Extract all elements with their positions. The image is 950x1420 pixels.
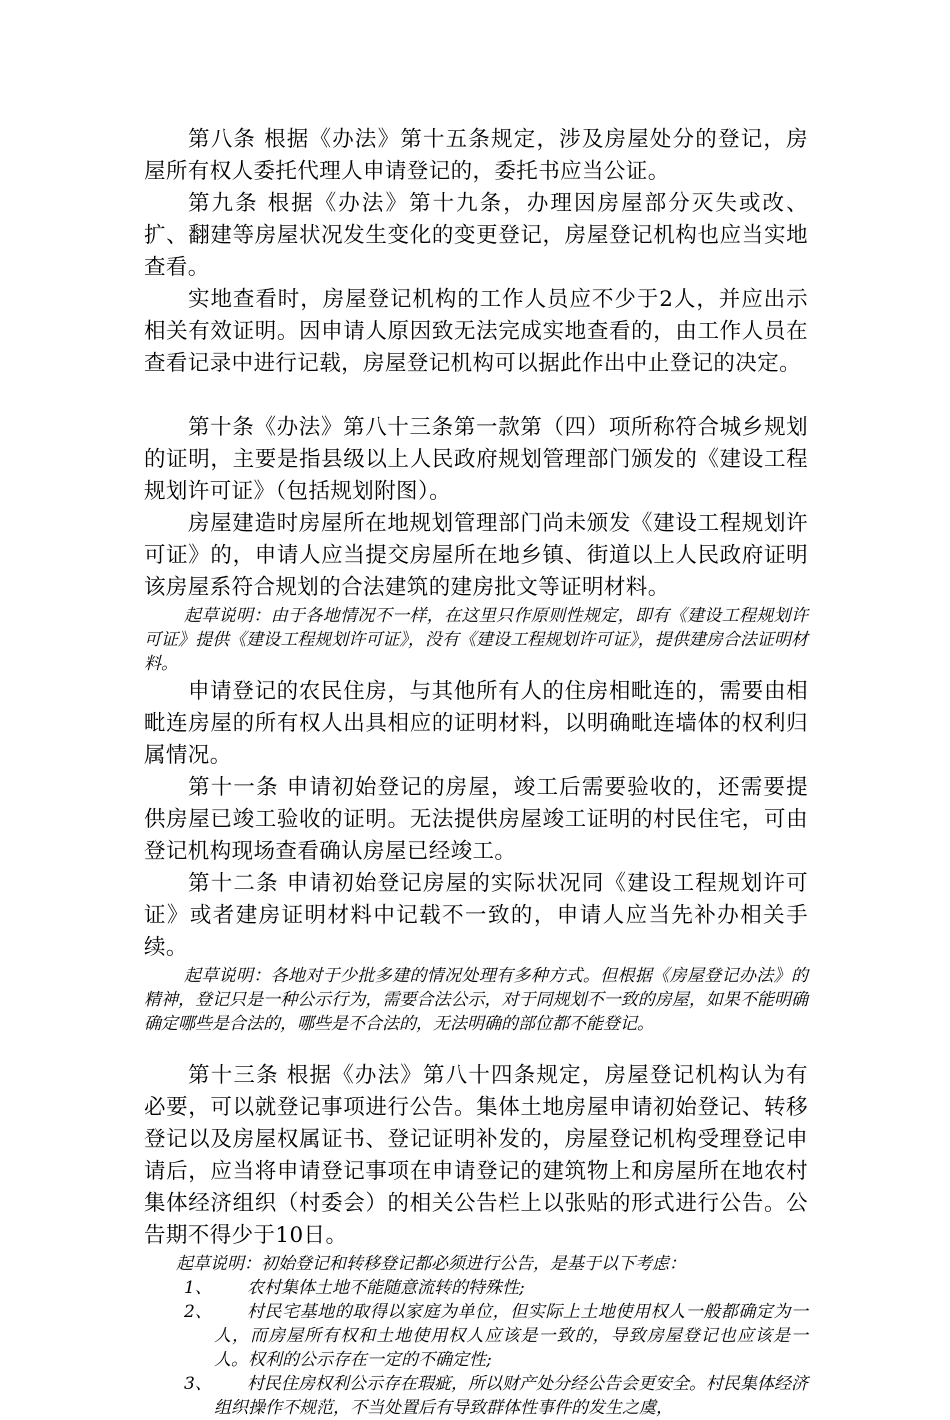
article-10-paragraph: 第十条《办法》第八十三条第一款第（四）项所称符合城乡规划的证明，主要是指县级以上人民政府规划管理部门颁发的《建设工程规划许可证》（包括规划附图）。 — [144, 415, 808, 504]
article-11-paragraph: 第十一条 申请初始登记的房屋，竣工后需要验收的，还需要提供房屋已竣工验收的证明。无法提供房屋竣工证明的村民住宅，可由登记机构现场查看确认房屋已经竣工。 — [144, 775, 808, 864]
adjoining-house-paragraph: 申请登记的农民住房，与其他所有人的住房相毗连的，需要由相毗连房屋的所有权人出具相应的证明材料，以明确毗连墙体的权利归属情况。 — [144, 679, 808, 768]
list-item-number: 3、 — [184, 1374, 212, 1394]
list-item-number: 2、 — [184, 1302, 212, 1322]
list-item — [144, 1372, 808, 1420]
list-item-text: 农村集体土地不能随意流转的特殊性; — [247, 1278, 525, 1298]
drafting-note-3: 起草说明：初始登记和转移登记都必须进行公告，是基于以下考虑： — [176, 1254, 686, 1274]
list-item-text: 村民住房权利公示存在瑕疵，所以财产处分经公告会更安全。村民集体经济组织操作不规范，不当处置后有导致群体性事件的发生之虞， — [214, 1374, 808, 1418]
article-8-paragraph: 第八条 根据《办法》第十五条规定，涉及房屋处分的登记，房屋所有权人委托代理人申请登记的，委托书应当公证。 — [144, 127, 808, 184]
site-inspection-paragraph: 实地查看时，房屋登记机构的工作人员应不少于2人，并应出示相关有效证明。因申请人原因致无法完成实地查看的，由工作人员在查看记录中进行记载，房屋登记机构可以据此作出中止登记的决定。 — [144, 287, 808, 376]
list-item-text: 村民宅基地的取得以家庭为单位，但实际上土地使用权人一般都确定为一人，而房屋所有权和土地使用权人应该是一致的，导致房屋登记也应该是一人。权利的公示存在一定的不确定性; — [214, 1302, 808, 1370]
drafting-note-1: 起草说明：由于各地情况不一样，在这里只作原则性规定，即有《建设工程规划许可证》提供《建设工程规划许可证》，没有《建设工程规划许可证》，提供建房合法证明材料。 — [144, 606, 808, 674]
planning-permit-paragraph: 房屋建造时房屋所在地规划管理部门尚未颁发《建设工程规划许可证》的，申请人应当提交房屋所在地乡镇、街道以上人民政府证明该房屋系符合规划的合法建筑的建房批文等证明材料。 — [144, 511, 808, 600]
article-12-paragraph: 第十二条 申请初始登记房屋的实际状况同《建设工程规划许可证》或者建房证明材料中记载不一致的，申请人应当先补办相关手续。 — [144, 871, 808, 960]
list-item — [144, 1276, 808, 1300]
list-item-number: 1、 — [184, 1278, 212, 1298]
article-9-paragraph: 第九条 根据《办法》第十九条，办理因房屋部分灭失或改、扩、翻建等房屋状况发生变化的变更登记，房屋登记机构也应当实地查看。 — [144, 191, 808, 280]
drafting-note-2: 起草说明：各地对于少批多建的情况处理有多种方式。但根据《房屋登记办法》的精神，登记只是一种公示行为，需要合法公示，对于同规划不一致的房屋，如果不能明确确定哪些是合法的，哪些是不合法的，无法明确的部位都不能登记。 — [144, 966, 808, 1034]
article-13-paragraph: 第十三条 根据《办法》第八十四条规定，房屋登记机构认为有必要，可以就登记事项进行公告。集体土地房屋申请初始登记、转移登记以及房屋权属证书、登记证明补发的，房屋登记机构受理登记申请后，应当将申请登记事项在申请登记的建筑物上和房屋所在地农村集体经济组织（村委会）的相关公告栏上以张贴的形式进行公告。公告期不得少于10日。 — [144, 1063, 808, 1248]
list-item — [144, 1300, 808, 1372]
